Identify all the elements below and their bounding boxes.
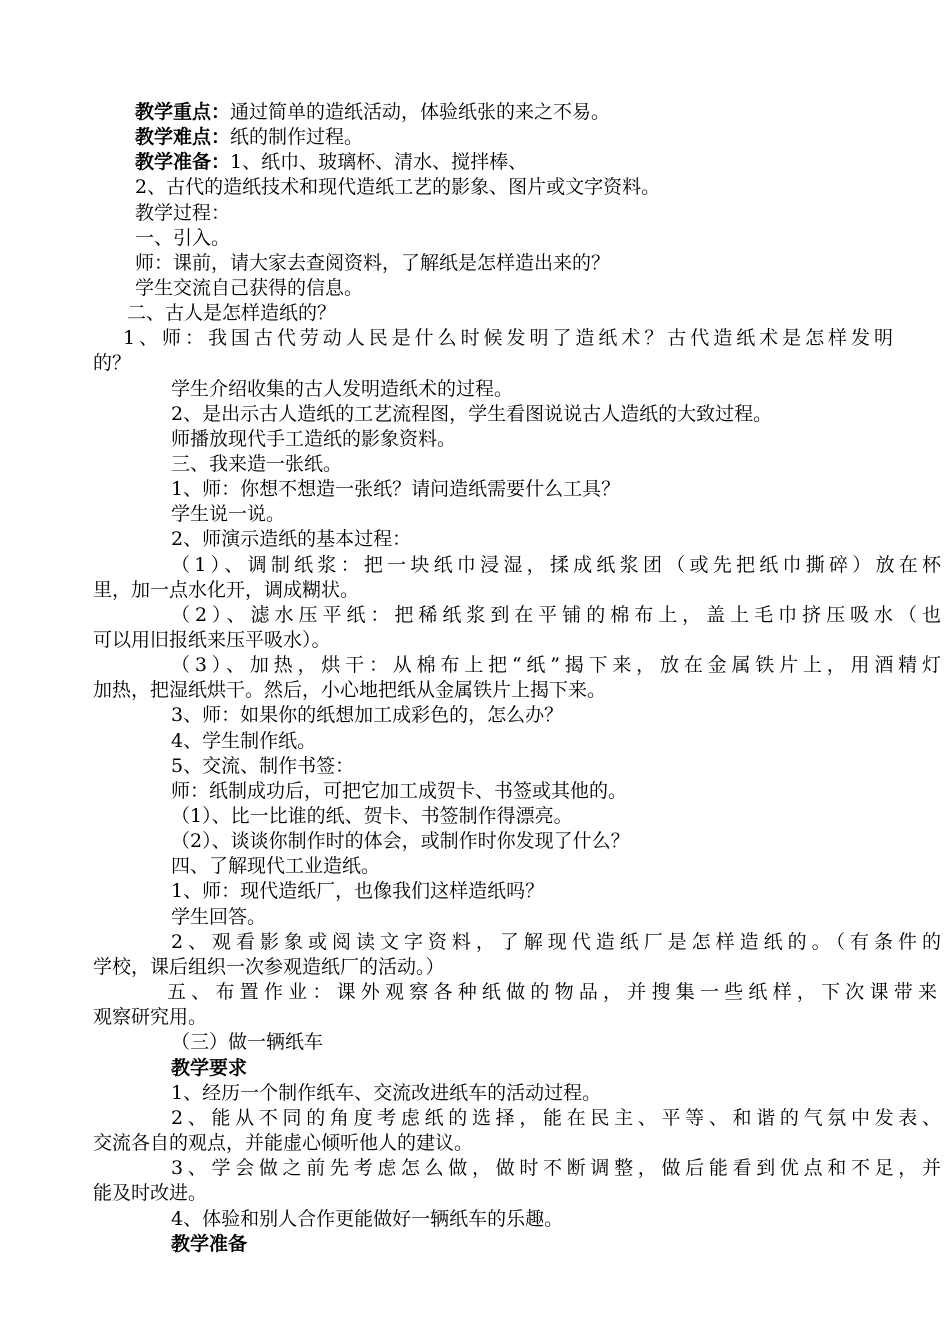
text-line: 可以用旧报纸来压平吸水）。 [93, 629, 331, 651]
text-line: 师：课前，请大家去查阅资料，了解纸是怎样造出来的？ [135, 252, 611, 274]
preparation-heading: 教学准备 [171, 1233, 248, 1255]
section-heading: 四、了解现代工业造纸。 [171, 855, 381, 877]
text-line: 五、布置作业：课外观察各种纸做的物品，并搜集一些纸样，下次课带来 [167, 981, 937, 1003]
text-line: 学校，课后组织一次参观造纸厂的活动。） [93, 956, 445, 978]
text-line: 能及时改进。 [93, 1182, 208, 1204]
key-point-label: 教学重点： [135, 101, 231, 123]
subsection-title: （三）做一辆纸车 [171, 1031, 324, 1053]
text-line: 1、师：你想不想造一张纸？请问造纸需要什么工具？ [171, 478, 621, 500]
text-line: 1、经历一个制作纸车、交流改进纸车的活动过程。 [171, 1082, 602, 1104]
text-line: 2、师演示造纸的基本过程： [171, 528, 412, 550]
preparation-label: 教学准备： [135, 151, 231, 173]
text-line: 3、学会做之前先考虑怎么做，做时不断调整，做后能看到优点和不足，并 [171, 1157, 941, 1179]
text-line: 2、能从不同的角度考虑纸的选择，能在民主、平等、和谐的气氛中发表、 [171, 1107, 941, 1129]
text-line: （3）、加热，烘干：从棉布上把“纸”揭下来，放在金属铁片上，用酒精灯 [171, 654, 941, 676]
text-line: 里，加一点水化开，调成糊状。 [93, 579, 360, 601]
preparation-line [93, 149, 905, 175]
key-point-line [93, 99, 905, 125]
difficulty-label: 教学难点： [135, 126, 231, 148]
difficulty-line [93, 124, 905, 150]
text-line: 加热，把湿纸烘干。然后，小心地把纸从金属铁片上揭下来。 [93, 679, 607, 701]
text-line: 的？ [93, 352, 132, 374]
text-line: 学生回答。 [171, 906, 267, 928]
text-line: 5、交流、制作书签： [171, 755, 355, 777]
text-line: 4、体验和别人合作更能做好一辆纸车的乐趣。 [171, 1208, 564, 1230]
text-line: 1、师：我国古代劳动人民是什么时候发明了造纸术？古代造纸术是怎样发明 [123, 327, 893, 349]
text-line: 学生交流自己获得的信息。 [135, 277, 364, 299]
requirements-heading: 教学要求 [171, 1057, 248, 1079]
text-line: 学生说一说。 [171, 503, 286, 525]
text-line: （2）、滤水压平纸：把稀纸浆到在平铺的棉布上，盖上毛巾挤压吸水（也 [171, 604, 941, 626]
text-line: 师：纸制成功后，可把它加工成贺卡、书签或其他的。 [171, 780, 628, 802]
text-line: （2）、谈谈你制作时的体会，或制作时你发现了什么？ [171, 830, 630, 852]
text-line: 观察研究用。 [93, 1006, 208, 1028]
key-point-text: 通过简单的造纸活动，体验纸张的来之不易。 [230, 101, 611, 123]
text-line: 教学过程： [135, 202, 231, 224]
section-heading: 三、我来造一张纸。 [171, 453, 343, 475]
text-line: 3、师：如果你的纸想加工成彩色的，怎么办？ [171, 704, 564, 726]
text-line: 师播放现代手工造纸的影象资料。 [171, 428, 457, 450]
text-line: （1）、比一比谁的纸、贺卡、书签制作得漂亮。 [171, 805, 573, 827]
text-line: 2、古代的造纸技术和现代造纸工艺的影象、图片或文字资料。 [135, 176, 661, 198]
text-line: 2、观看影象或阅读文字资料，了解现代造纸厂是怎样造纸的。（有条件的 [171, 931, 941, 953]
preparation-text: 1、纸巾、玻璃杯、清水、搅拌棒、 [230, 151, 528, 173]
section-heading: 一、引入。 [135, 227, 231, 249]
text-line: 4、学生制作纸。 [171, 730, 317, 752]
text-line: 学生介绍收集的古人发明造纸术的过程。 [171, 378, 514, 400]
text-line: （1）、调制纸浆：把一块纸巾浸湿，揉成纸浆团（或先把纸巾撕碎）放在杯 [171, 554, 941, 576]
text-line: 交流各自的观点，并能虚心倾听他人的建议。 [93, 1132, 474, 1154]
text-line: 2、是出示古人造纸的工艺流程图，学生看图说说古人造纸的大致过程。 [171, 403, 773, 425]
text-line: 1、师：现代造纸厂，也像我们这样造纸吗？ [171, 880, 545, 902]
section-heading: 二、古人是怎样造纸的？ [127, 302, 337, 324]
difficulty-text: 纸的制作过程。 [230, 126, 364, 148]
